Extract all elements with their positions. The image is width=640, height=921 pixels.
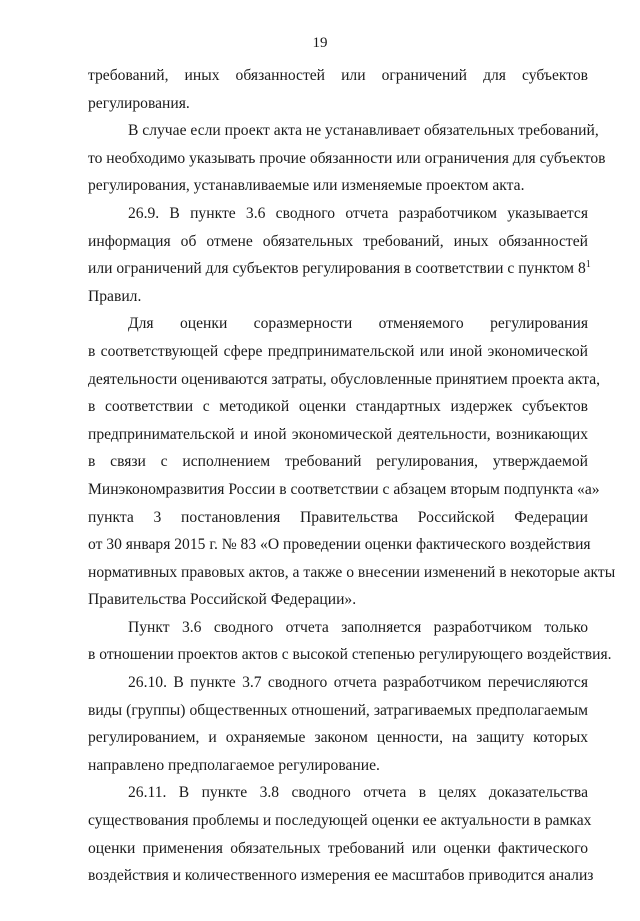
text-line: Минэкономразвития России в соответствии с абзацем вторым подпункта «а» bbox=[88, 480, 600, 498]
text-line: 26.11. В пункте 3.8 сводного отчета в целях доказательства bbox=[128, 784, 588, 802]
text-line: 26.10. В пункте 3.7 сводного отчета разработчиком перечисляются bbox=[128, 674, 588, 692]
text-line: регулирования. bbox=[88, 94, 190, 112]
text-line: в соответствующей сфере предпринимательской или иной экономической bbox=[88, 342, 588, 360]
text-line: в соответствии с методикой оценки стандартных издержек субъектов bbox=[88, 398, 588, 416]
text-line: 26.9. В пункте 3.6 сводного отчета разработчиком указывается bbox=[128, 204, 588, 222]
text-line: регулирования, устанавливаемые или изменяемые проектом акта. bbox=[88, 177, 525, 195]
text-line: требований, иных обязанностей или ограничений для субъектов bbox=[88, 67, 588, 84]
paragraph bbox=[88, 614, 612, 669]
text-line: регулированием, и охраняемые законом ценности, на защиту которых bbox=[88, 729, 588, 747]
text-line: направлено предполагаемое регулирование. bbox=[88, 756, 380, 774]
text-line: информация об отмене обязательных требований, иных обязанностей bbox=[88, 232, 588, 250]
paragraph bbox=[88, 310, 616, 614]
footnote-superscript: 1 bbox=[585, 258, 591, 270]
text-line: В случае если проект акта не устанавливает обязательных требований, bbox=[128, 122, 599, 140]
paragraph bbox=[88, 117, 606, 200]
text-line: предпринимательской и иной экономической деятельности, возникающих bbox=[88, 425, 588, 443]
paragraph bbox=[88, 779, 594, 889]
text-line: деятельности оцениваются затраты, обусловленные принятием проекта акта, bbox=[88, 370, 601, 388]
text-line: воздействия и количественного измерения ее масштабов приводится анализ bbox=[88, 867, 594, 885]
text-line: нормативных правовых актов, а также о внесении изменений в некоторые акты bbox=[88, 563, 616, 581]
text-line: оценки применения обязательных требований или оценки фактического bbox=[88, 839, 588, 857]
text-line: Пункт 3.6 сводного отчета заполняется разработчиком только bbox=[128, 618, 588, 636]
text-line: Правительства Российской Федерации». bbox=[88, 591, 357, 609]
text-line: в отношении проектов актов с высокой степенью регулирующего воздействия. bbox=[88, 646, 612, 664]
text-line: виды (группы) общественных отношений, затрагиваемых предполагаемым bbox=[88, 701, 588, 719]
text-line: от 30 января 2015 г. № 83 «О проведении оценки фактического воздействия bbox=[88, 536, 591, 554]
paragraph bbox=[88, 669, 588, 779]
text-line: Для оценки соразмерности отменяемого регулирования bbox=[128, 315, 588, 333]
text-line: то необходимо указывать прочие обязанности или ограничения для субъектов bbox=[88, 149, 606, 167]
document-body bbox=[88, 62, 616, 890]
text-line: пункта 3 постановления Правительства Российской Федерации bbox=[88, 508, 588, 526]
text-line: существования проблемы и последующей оценки ее актуальности в рамках bbox=[88, 812, 592, 830]
paragraph bbox=[88, 62, 588, 117]
text-line: в связи с исполнением требований регулирования, утверждаемой bbox=[88, 453, 588, 471]
text-line: или ограничений для субъектов регулирования в соответствии с пунктом $8^1$ bbox=[88, 258, 591, 278]
paragraph bbox=[88, 200, 591, 310]
page-number: 19 bbox=[312, 35, 328, 51]
text-line: Правил. bbox=[88, 287, 142, 305]
